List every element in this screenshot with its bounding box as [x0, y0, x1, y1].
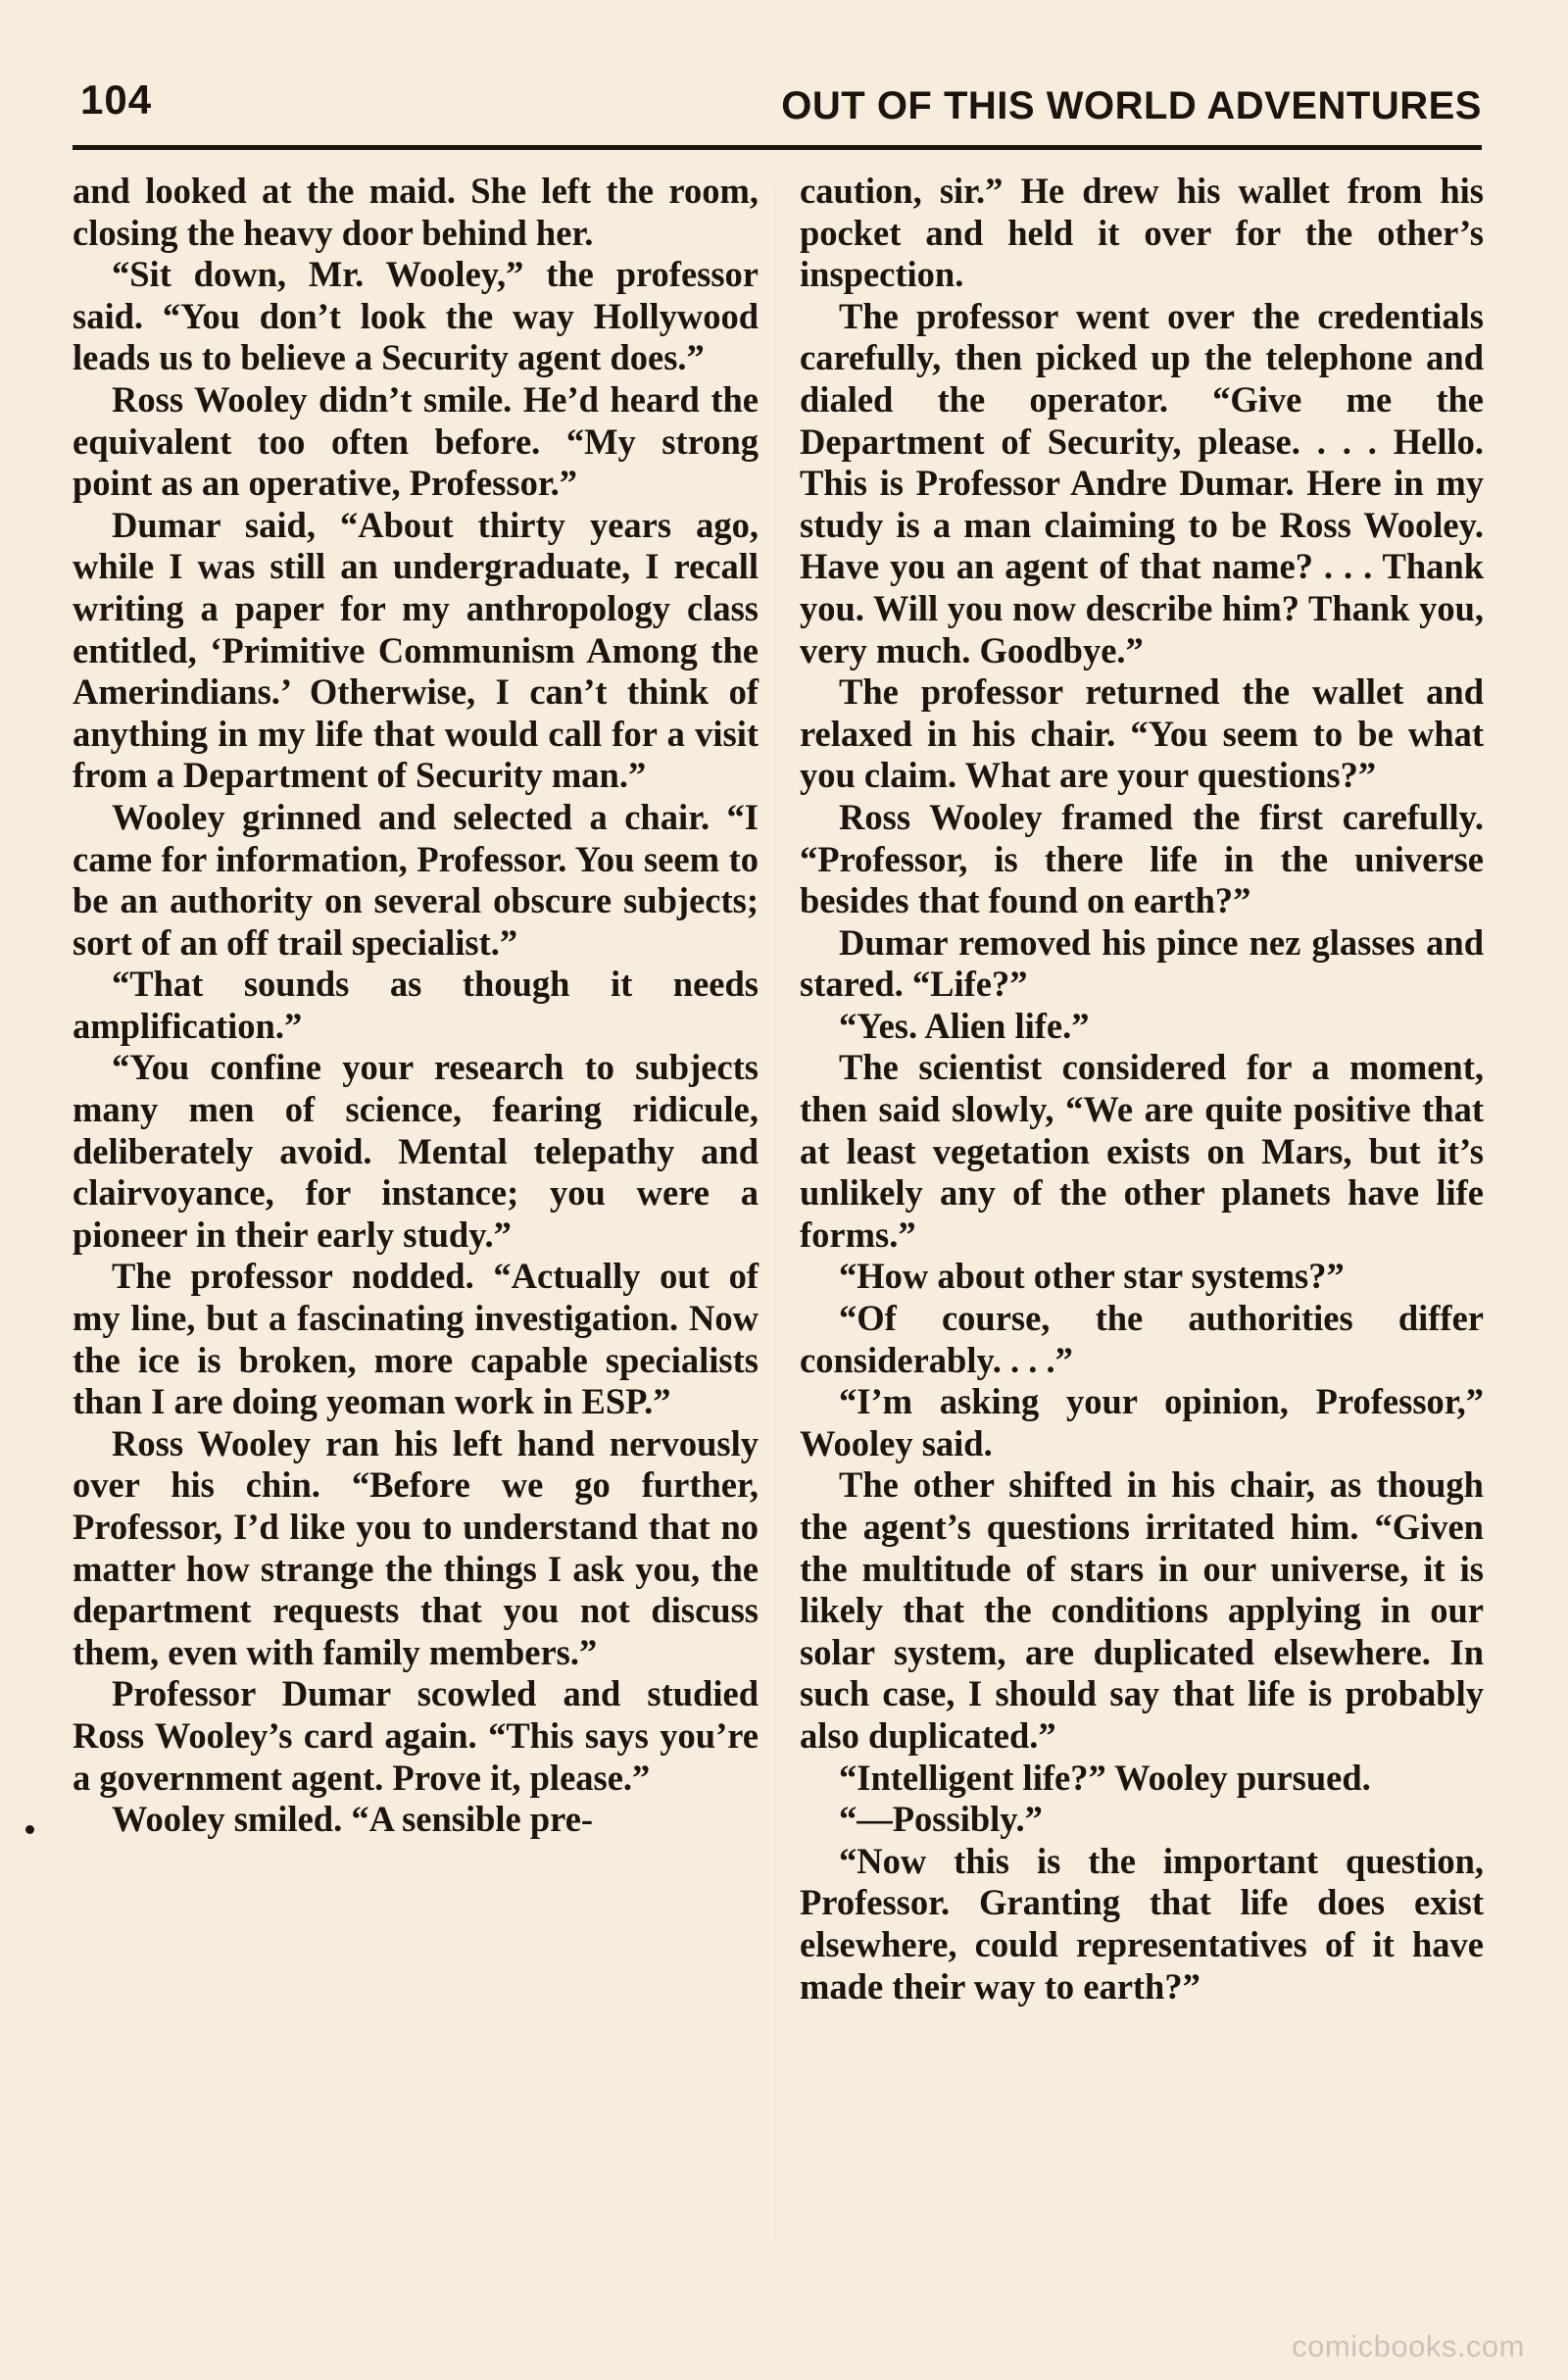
right-column: [800, 171, 1484, 2008]
left-column: [73, 171, 759, 1841]
paragraph: caution, sir.” He drew his wallet from his pocket and held it over for the other’s inspection.: [800, 171, 1484, 295]
paragraph: “Sit down, Mr. Wooley,” the professor said. “You don’t look the way Hollywood leads us to believe a Security agent does.”: [73, 254, 759, 378]
paragraph: “Intelligent life?” Wooley pursued.: [839, 1757, 1371, 1798]
running-title: OUT OF THIS WORLD ADVENTURES: [781, 84, 1482, 127]
paragraph: The scientist considered for a moment, then said slowly, “We are quite positive that at least vegetation exists on Mars, but it’s unlikely any of the other planets have life forms.”: [800, 1047, 1484, 1255]
header-rule: [73, 145, 1482, 150]
paragraph: Ross Wooley framed the first carefully. “Professor, is there life in the universe besides that found on earth?”: [800, 796, 1484, 921]
paragraph: and looked at the maid. She left the room, closing the heavy door behind her.: [73, 171, 759, 253]
paragraph: Ross Wooley ran his left hand nervously over his chin. “Before we go further, Professor, I’d like you to understand that no matter how strange the things I ask you, the department requests that you not discuss them, even with family members.”: [73, 1422, 759, 1672]
paragraph: “That sounds as though it needs amplification.”: [73, 964, 759, 1046]
paragraph: “Of course, the authorities differ considerably. . . .”: [800, 1298, 1484, 1380]
paragraph: “How about other star systems?”: [839, 1256, 1345, 1297]
paragraph: “Yes. Alien life.”: [839, 1005, 1090, 1046]
paragraph: “Now this is the important question, Professor. Granting that life does exist elsewhere, could representatives of it have made their way to earth?”: [800, 1840, 1484, 2007]
paragraph: The professor nodded. “Actually out of my line, but a fascinating investigation. Now the ice is broken, more capable specialists than I are doing yeoman work in ESP.”: [73, 1256, 759, 1422]
paragraph: “—Possibly.”: [839, 1799, 1043, 1840]
column-gutter: [774, 186, 775, 2245]
paragraph: Professor Dumar scowled and studied Ross Wooley’s card again. “This says you’re a government agent. Prove it, please.”: [73, 1673, 759, 1798]
paragraph: The professor went over the credentials carefully, then picked up the telephone and dialed the operator. “Give me the Department of Security, please. . . . Hello. This is Professor Andre Dumar. Here in my study is a man claiming to be Ross Wooley. Have you an agent of that name? . . . Thank you. Will you now describe him? Thank you, very much. Goodbye.”: [800, 295, 1484, 670]
paragraph: “You confine your research to subjects many men of science, fearing ridicule, deliberately avoid. Mental telepathy and clairvoyance, for instance; you were a pioneer in their early study.”: [73, 1047, 759, 1255]
paragraph: Wooley smiled. “A sensible pre-: [112, 1799, 594, 1840]
paragraph: Ross Wooley didn’t smile. He’d heard the equivalent too often before. “My strong point as an operative, Professor.”: [73, 378, 759, 504]
site-watermark: comicbooks.com: [1292, 2329, 1525, 2363]
paragraph: Dumar said, “About thirty years ago, while I was still an undergraduate, I recall writing a paper for my anthropology class entitled, ‘Primitive Communism Among the Amerindians.’ Otherwise, I can’t think of anything in my life that would call for a visit from a Department of Security man.”: [73, 504, 759, 796]
page-header: [73, 76, 1482, 145]
paragraph: Dumar removed his pince nez glasses and stared. “Life?”: [800, 921, 1484, 1005]
margin-ink-dot: [25, 1825, 34, 1834]
paragraph: The professor returned the wallet and relaxed in his chair. “You seem to be what you claim. What are your questions?”: [800, 671, 1484, 796]
paragraph: Wooley grinned and selected a chair. “I came for information, Professor. You seem to be an authority on several obscure subjects; sort of an off trail specialist.”: [73, 796, 759, 963]
paragraph: The other shifted in his chair, as though the agent’s questions irritated him. “Given the multitude of stars in our universe, it is likely that the conditions applying in our solar system, are duplicated elsewhere. In such case, I should say that life is probably also duplicated.”: [800, 1464, 1484, 1756]
paragraph: “I’m asking your opinion, Professor,” Wooley said.: [800, 1381, 1484, 1463]
page-number: 104: [80, 76, 153, 123]
